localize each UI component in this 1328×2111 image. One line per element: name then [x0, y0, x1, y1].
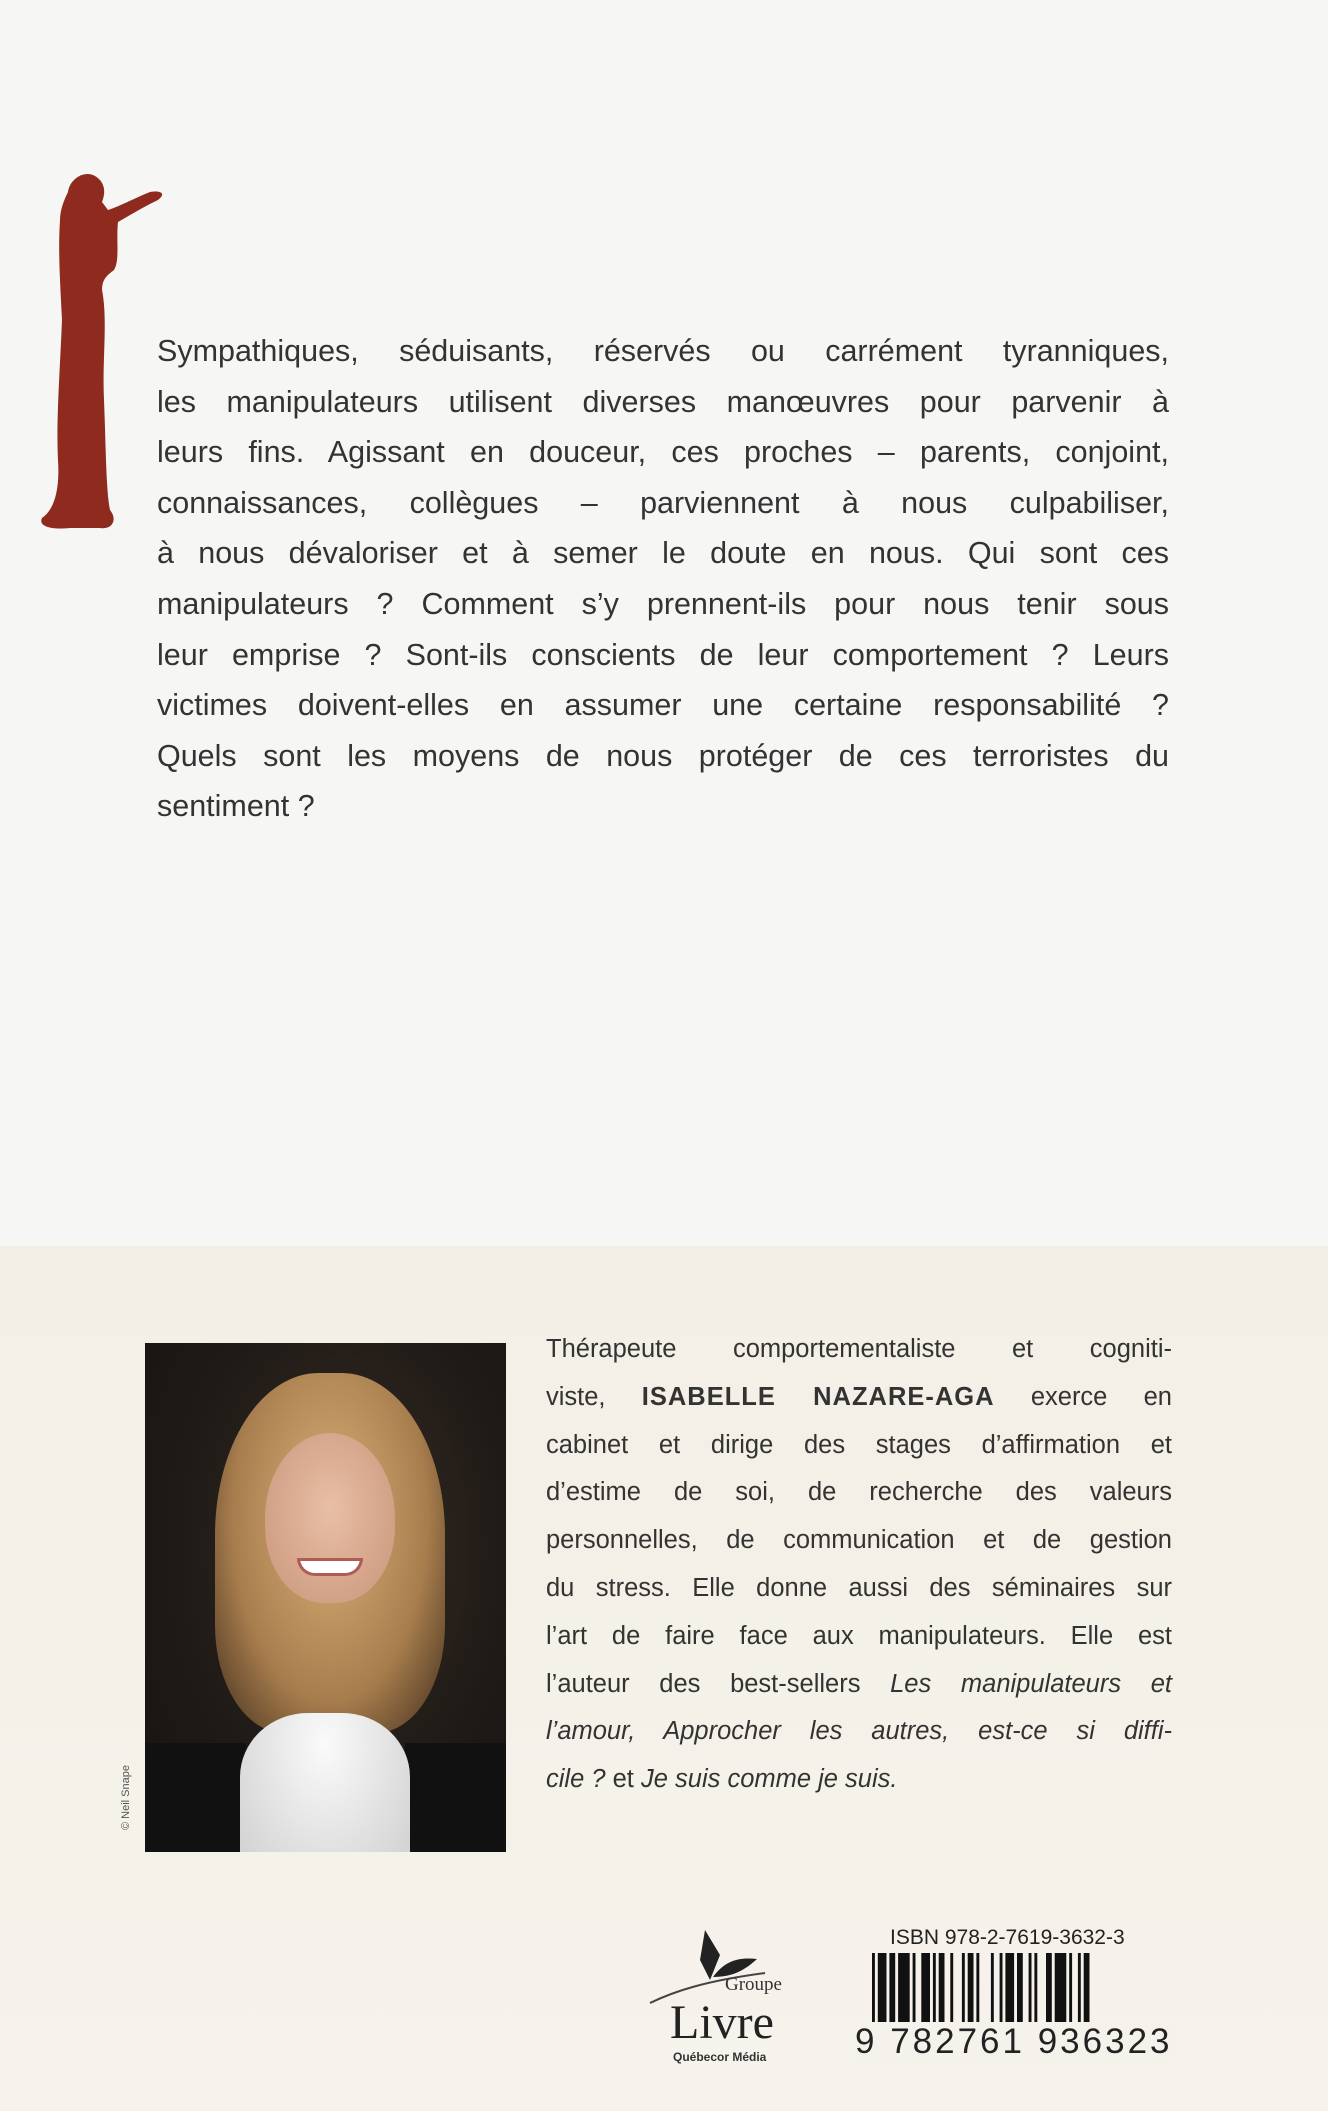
bio-line: [546, 1756, 1172, 1804]
blurb-line: les manipulateurs utilisent diverses manœuvres pour parvenir à: [157, 384, 1169, 419]
author-photo: [145, 1343, 506, 1852]
author-bio: [546, 1326, 1172, 1804]
barcode-bar: [991, 1953, 994, 2029]
ean-number: 9 782761 936323: [855, 2022, 1173, 2061]
barcode-bar: [976, 1953, 979, 2029]
back-cover-blurb: [157, 326, 1169, 832]
barcode-bar: [878, 1953, 887, 2029]
barcode-bar: [1034, 1953, 1037, 2029]
barcode-bar: [889, 1953, 895, 2029]
blurb-line: à nous dévaloriser et à semer le doute en nous. Qui sont ces: [157, 536, 1169, 571]
publisher-livre: Livre: [670, 1996, 774, 2049]
publisher-logo: [645, 1915, 805, 2065]
bio-text: l’auteur des best-sellers: [546, 1669, 861, 1698]
publisher-groupe: Groupe: [725, 1974, 782, 1995]
barcode-bar: [939, 1953, 945, 2029]
isbn-label: ISBN 978-2-7619-3632-3: [890, 1926, 1125, 1949]
barcode-bar: [1055, 1953, 1067, 2029]
barcode-bar: [1084, 1953, 1090, 2029]
barcode-bar: [962, 1953, 965, 2029]
bio-line: l’art de faire face aux manipulateurs. Elle est: [546, 1621, 1172, 1650]
bio-line: [546, 1661, 1172, 1709]
photo-credit: © Neil Snape: [120, 1765, 132, 1830]
book-title: cile ?: [546, 1765, 606, 1794]
bio-text: viste,: [546, 1382, 606, 1411]
barcode-bar: [872, 1953, 875, 2029]
publisher-subtitle: Québecor Média: [673, 2050, 767, 2064]
blurb-line: manipulateurs ? Comment s’y prennent-ils pour nous tenir sous: [157, 586, 1169, 621]
barcode-bar: [968, 1953, 974, 2029]
blurb-line: Quels sont les moyens de nous protéger de ces terroristes du: [157, 738, 1169, 773]
blurb-line: victimes doivent-elles en assumer une certaine responsabilité ?: [157, 688, 1169, 723]
bio-line: personnelles, de communication et de gestion: [546, 1526, 1172, 1555]
barcode-bar: [1017, 1953, 1023, 2029]
bio-text: exerce en: [1030, 1382, 1172, 1411]
barcode-bar: [933, 1953, 936, 2029]
blurb-line: connaissances, collègues – parviennent à nous culpabiliser,: [157, 485, 1169, 520]
book-title: l’amour, Approcher les autres, est-ce si diffi-: [546, 1717, 1172, 1746]
barcode-bar: [1000, 1953, 1003, 2029]
bio-line: [546, 1374, 1172, 1422]
bio-line: d’estime de soi, de recherche des valeurs: [546, 1478, 1172, 1507]
bio-line: [546, 1708, 1172, 1756]
barcode-bar: [1069, 1953, 1072, 2029]
barcode-bar: [921, 1953, 930, 2029]
bio-line: cabinet et dirige des stages d’affirmation et: [546, 1430, 1172, 1459]
bio-text: et: [612, 1765, 634, 1794]
barcode-bar: [898, 1953, 910, 2029]
barcode: [872, 1953, 1167, 2029]
barcode-bar: [950, 1953, 953, 2029]
barcode-bar: [1046, 1953, 1052, 2029]
author-name: ISABELLE NAZARE-AGA: [641, 1382, 995, 1411]
book-title: Les manipulateurs et: [890, 1669, 1172, 1698]
blurb-line: Sympathiques, séduisants, réservés ou carrément tyranniques,: [157, 334, 1169, 368]
bio-line: Thérapeute comportementaliste et cogniti-: [546, 1335, 1172, 1363]
barcode-bar: [913, 1953, 916, 2029]
barcode-bar: [1078, 1953, 1081, 2029]
bio-line: du stress. Elle donne aussi des séminaires sur: [546, 1573, 1172, 1602]
barcode-bar: [1005, 1953, 1014, 2029]
blurb-line: leur emprise ? Sont-ils conscients de leur comportement ? Leurs: [157, 637, 1169, 672]
book-title: Je suis comme je suis.: [641, 1765, 898, 1794]
blurb-line: leurs fins. Agissant en douceur, ces proches – parents, conjoint,: [157, 435, 1169, 470]
blurb-line: sentiment ?: [157, 789, 315, 824]
barcode-bar: [1029, 1953, 1032, 2029]
